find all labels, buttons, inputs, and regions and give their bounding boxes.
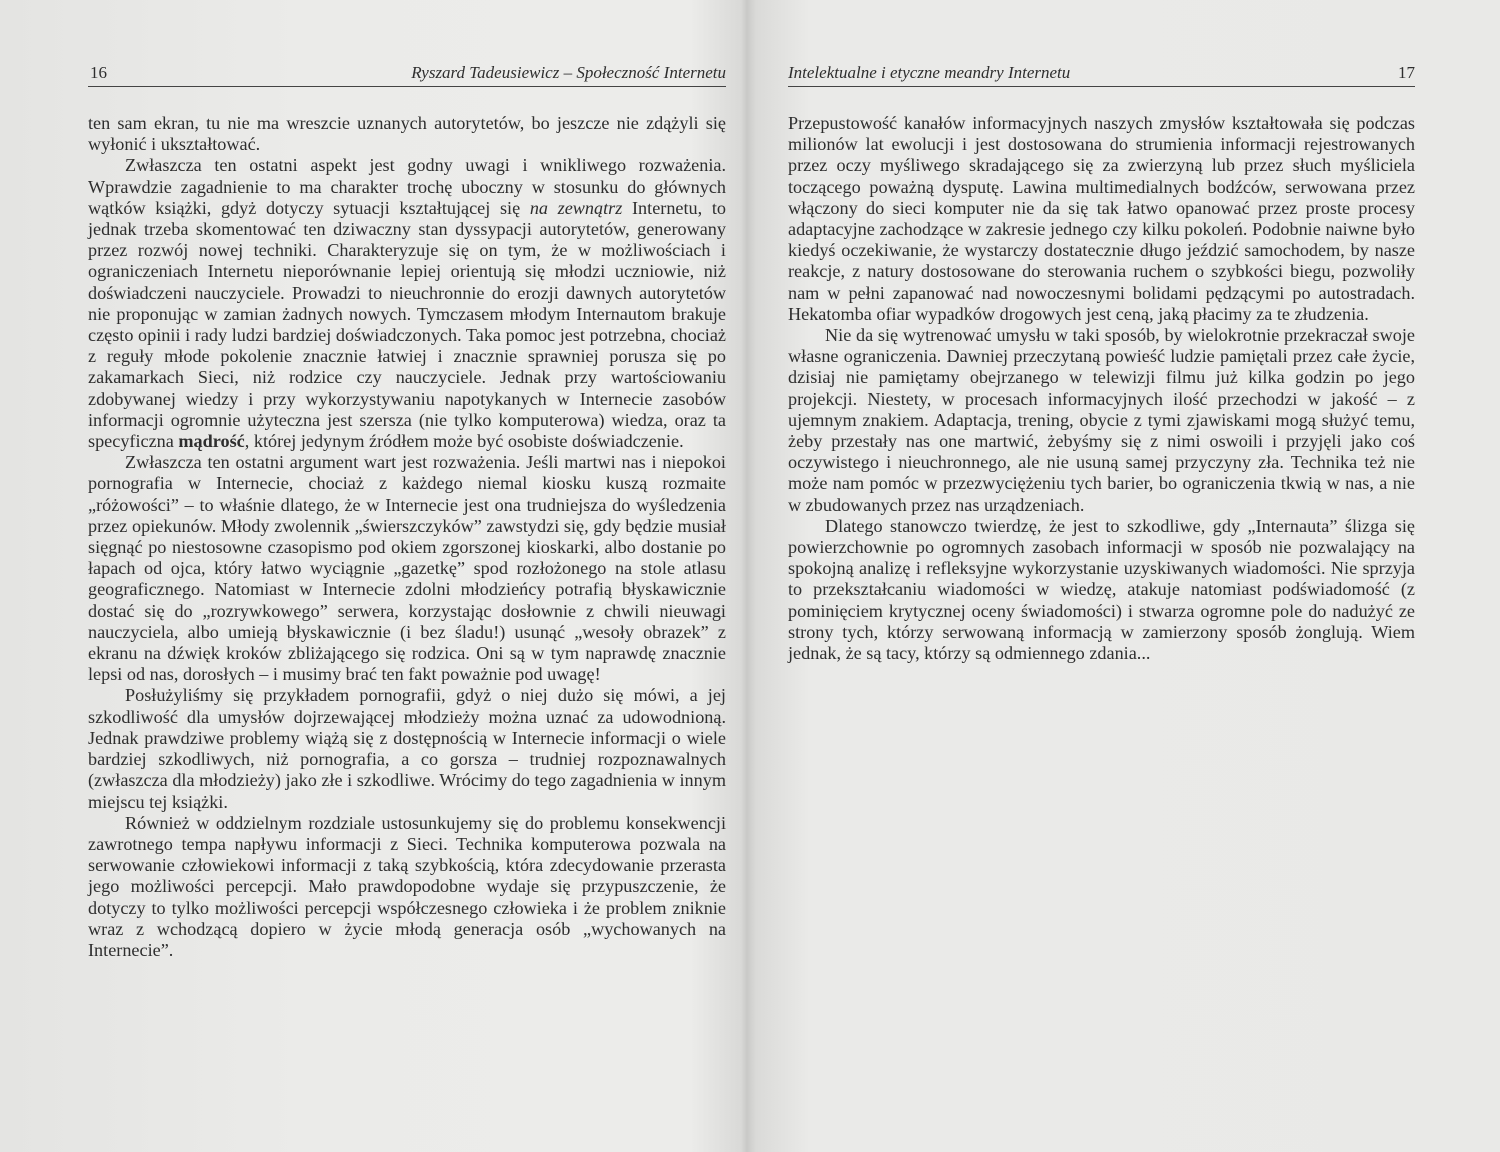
- text-run: Zwłaszcza ten ostatni aspekt jest godny uwagi i wnikliwego rozważenia. Wprawdzie zagadnienie to ma charakter trochę uboczny w stosunku do głównych wątków książki, gdyż dotyczy sytuacji kształtującej się: [88, 155, 726, 218]
- text-run: Dlatego stanowczo twierdzę, że jest to szkodliwe, gdy „Internauta” ślizga się powierzchownie po ogromnych zasobach informacji w sposób nie pozwalający na spokojną analizę i refleksyjne wykorzystanie uzyskiwanych wiadomości. Nie sprzyja to przekształcaniu wiadomości w wiedzę, atakuje natomiast podświadomość (z pominięciem krytycznej oceny świadomości) i stwarza ogromne pole do nadużyć ze strony tych, którzy serwowaną informacją w zamierzony sposób żonglują. Wiem jednak, że są tacy, którzy są odmiennego zdania...: [788, 515, 1415, 664]
- left-page-body: [88, 113, 726, 961]
- right-page: [788, 0, 1415, 1152]
- bold-text: mądrość: [178, 431, 245, 452]
- left-running-head: [88, 59, 726, 87]
- right-page-number: 17: [1398, 63, 1415, 82]
- left-running-head-title: Ryszard Tadeusiewicz – Społeczność Internetu: [411, 63, 726, 82]
- text-run: Również w oddzielnym rozdziale ustosunkujemy się do problemu konsekwencji zawrotnego tempa napływu informacji z Sieci. Technika komputerowa pozwala na serwowanie człowiekowi informacji z taką szybkością, która zdecydowanie przerasta jego możliwości percepcji. Mało prawdopodobne wydaje się przypuszczenie, że dotyczy to tylko możliwości percepcji współczesnego człowieka i że problem zniknie wraz z wchodzącą dopiero w życie młodą generacja osób „wychowanych na Internecie”.: [88, 812, 726, 960]
- text-run: Internetu, to jednak trzeba skomentować ten dziwaczny stan dyssypacji autorytetów, generowany przez rozwój nowej techniki. Charakteryzuje się on tym, że w możliwościach i ograniczeniach Internetu nieporównanie lepiej orientują się młodzi uczniowie, niż doświadczeni nauczyciele. Prowadzi to nieuchronnie do erozji dawnych autorytetów nie proponując w zamian żadnych nowych. Tymczasem młodym Internautom brakuje często opinii i rady ludzi bardziej doświadczonych. Taka pomoc jest potrzebna, chociaż z reguły młode pokolenie znacznie łatwiej i znacznie sprawniej porusza się po zakamarkach Sieci, niż rodzice czy nauczyciele. Jednak przy wartościowaniu zdobywanej wiedzy i przy wykorzystywaniu napotykanych w Internecie zasobów informacji ogromnie użyteczna jest szersza (nie tylko komputerowa) wiedza, oraz ta specyficzna: [88, 197, 726, 452]
- paragraph: [788, 516, 1415, 664]
- paragraph: [88, 813, 726, 961]
- right-page-body: [788, 113, 1415, 664]
- paragraph: [88, 452, 726, 685]
- paragraph: [788, 113, 1415, 325]
- text-run: ten sam ekran, tu nie ma wreszcie uznanych autorytetów, bo jeszcze nie zdążyli się wyłonić i ukształtować.: [88, 113, 726, 155]
- paragraph: [88, 685, 726, 812]
- text-run: Zwłaszcza ten ostatni argument wart jest rozważenia. Jeśli martwi nas i niepokoi pornografia w Internecie, chociaż z każdego niemal kiosku kuszą rozmaite „różowości” – to właśnie dlatego, że w Internecie jest ona trudniejsza do wyśledzenia przez opiekunów. Młody zwolennik „świerszczyków” zawstydzi się, gdy będzie musiał sięgnąć po niestosowne czasopismo pod okiem zgorszonej kioskarki, albo dostanie po łapach od ojca, który łatwo wyciągnie „gazetkę” spod rozłożonego na stole atlasu geograficznego. Natomiast w Internecie zdolni młodzieńcy potrafią błyskawicznie dostać się do „rozrywkowego” serwera, korzystając dosłownie z chwili nieuwagi nauczyciela, albo umieją błyskawicznie (i bez śladu!) usunąć „wesoły obrazek” z ekranu na dźwięk kroków zbliżającego się rodzica. Oni są w tym naprawdę znacznie lepsi od nas, dorosłych – i musimy brać ten fakt poważnie pod uwagę!: [88, 452, 726, 685]
- paragraph: [788, 325, 1415, 516]
- left-page: [88, 0, 726, 1152]
- text-run: Posłużyliśmy się przykładem pornografii, gdyż o niej dużo się mówi, a jej szkodliwość dla umysłów dojrzewającej młodzieży można uznać za udowodnioną. Jednak prawdziwe problemy wiążą się z dostępnością w Internecie informacji o wiele bardziej szkodliwych, niż pornografia, a co gorsza – trudniej rozpoznawalnych (zwłaszcza dla młodzieży) jako złe i szkodliwe. Wrócimy do tego zagadnienia w innym miejscu tej książki.: [88, 685, 726, 812]
- text-run: Przepustowość kanałów informacyjnych naszych zmysłów kształtowała się podczas milionów lat ewolucji i jest dostosowana do strumienia informacji rejestrowanych przez oczy myśliwego skradającego się za zwierzyną lub przez słuch myśliciela toczącego poważną dysputę. Lawina multimedialnych bodźców, serwowana przez włączony do sieci komputer nie da się tak łatwo opanować przez proste procesy adaptacyjne zachodzące w zakresie jednego czy kilku pokoleń. Podobnie naiwne było kiedyś oczekiwanie, że wystarczy dostatecznie długo jeździć samochodem, by nasze reakcje, z natury dostosowane do sterowania ruchem o szybkości biegu, pozwoliły nam w pełni zapanować nad nowoczesnymi bolidami pędzącymi po autostradach. Hekatomba ofiar wypadków drogowych jest ceną, jaką płacimy za te złudzenia.: [788, 113, 1415, 324]
- text-run: , której jedynym źródłem może być osobiste doświadczenie.: [244, 431, 684, 452]
- right-running-head-title: Intelektualne i etyczne meandry Internetu: [788, 63, 1071, 82]
- text-run: Nie da się wytrenować umysłu w taki sposób, by wielokrotnie przekraczał swoje własne ograniczenia. Dawniej przeczytaną powieść ludzie pamiętali przez całe życie, dzisiaj nie pamiętamy obejrzanego w telewizji filmu już kilka godzin po jego projekcji. Niestety, w procesach informacyjnych ilość przechodzi w jakość – z ujemnym znakiem. Adaptacja, trening, obycie z tymi zjawiskami mogą służyć temu, żeby przestały nas one martwić, żebyśmy się z nimi oswoili i przyjęli jako coś oczywistego i nieuchronnego, ale nie usuną samej przyczyny zła. Technika też nie może nam pomóc w przezwyciężeniu tych barier, bo ograniczenia tkwią w nas, a nie w zbudowanych przez nas urządzeniach.: [788, 325, 1415, 515]
- paragraph: [88, 155, 726, 452]
- right-running-head: [788, 59, 1415, 87]
- left-page-number: 16: [90, 63, 107, 82]
- paragraph: [88, 113, 726, 155]
- emphasized-text: na zewnątrz: [529, 197, 623, 218]
